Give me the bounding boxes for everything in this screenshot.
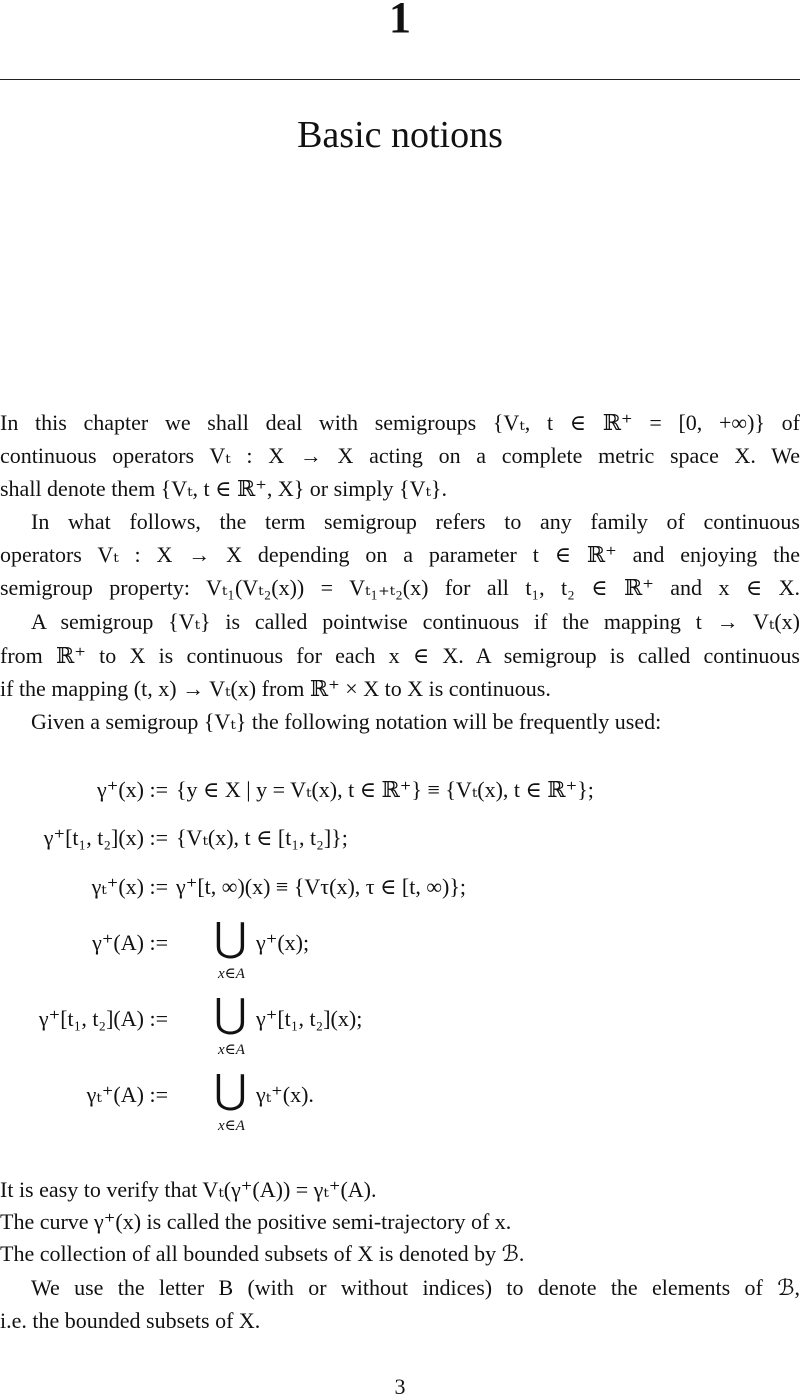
text-line: A semigroup {Vₜ} is called pointwise continuous if the mapping t → Vₜ(x) — [31, 609, 800, 634]
text-line: i.e. the bounded subsets of X. — [0, 1308, 261, 1333]
equation-lhs: γ⁺(x) := — [96, 777, 168, 802]
text-line: In what follows, the term semigroup refers to any family of continuous — [31, 509, 800, 534]
equation-lhs: γ⁺[t₁, t₂](A) := — [38, 1006, 168, 1031]
equation-lhs: γₜ⁺(x) := — [91, 874, 168, 899]
union-symbol: ⋃ — [214, 915, 247, 960]
union-symbol: ⋃ — [214, 1067, 247, 1112]
chapter-title: Basic notions — [297, 114, 503, 156]
equation-rhs: γ⁺(x); — [256, 930, 310, 955]
text-line: if the mapping (t, x) → Vₜ(x) from ℝ⁺ × X to X is continuous. — [0, 676, 551, 701]
equation-rhs: {Vₜ(x), t ∈ [t₁, t₂]}; — [176, 825, 348, 850]
text-line: shall denote them {Vₜ, t ∈ ℝ⁺, X} or simply {Vₜ}. — [0, 476, 447, 501]
equation-lhs: γₜ⁺(A) := — [86, 1082, 168, 1107]
equation-rhs: γ⁺[t₁, t₂](x); — [256, 1006, 363, 1031]
chapter-number: 1 — [389, 0, 411, 42]
text-line: from ℝ⁺ to X is continuous for each x ∈ X. A semigroup is called continuous — [0, 643, 800, 668]
text-line: It is easy to verify that Vₜ(γ⁺(A)) = γₜ⁺(A). — [0, 1177, 377, 1202]
text-line: In this chapter we shall deal with semigroups {Vₜ, t ∈ ℝ⁺ = [0, +∞)} of — [0, 410, 800, 435]
text-line: We use the letter B (with or without indices) to denote the elements of ℬ, — [31, 1275, 800, 1300]
chapter-rule — [0, 79, 800, 80]
union-index: x∈A — [218, 1118, 245, 1134]
union-index: x∈A — [218, 966, 245, 982]
union-symbol: ⋃ — [214, 991, 247, 1036]
page-number: 3 — [394, 1374, 406, 1399]
text-line: The curve γ⁺(x) is called the positive semi-trajectory of x. — [0, 1209, 512, 1234]
union-index: x∈A — [218, 1042, 245, 1058]
notation-intro: Given a semigroup {Vₜ} the following notation will be frequently used: — [31, 709, 662, 734]
equation-rhs: {y ∈ X | y = Vₜ(x), t ∈ ℝ⁺} ≡ {Vₜ(x), t ∈ ℝ⁺}; — [176, 777, 594, 802]
text-line: The collection of all bounded subsets of X is denoted by ℬ. — [0, 1241, 525, 1266]
equation-lhs: γ⁺(A) := — [92, 930, 168, 955]
equation-rhs: γ⁺[t, ∞)(x) ≡ {Vτ(x), τ ∈ [t, ∞)}; — [176, 874, 467, 899]
text-line: operators Vₜ : X → X depending on a parameter t ∈ ℝ⁺ and enjoying the — [0, 542, 800, 567]
text-line: continuous operators Vₜ : X → X acting on a complete metric space X. We — [0, 443, 800, 468]
equation-rhs: γₜ⁺(x). — [256, 1082, 314, 1107]
equation-lhs: γ⁺[t₁, t₂](x) := — [43, 825, 168, 850]
text-line: semigroup property: Vₜ₁(Vₜ₂(x)) = Vₜ₁₊ₜ₂(x) for all t₁, t₂ ∈ ℝ⁺ and x ∈ X. — [0, 575, 800, 600]
